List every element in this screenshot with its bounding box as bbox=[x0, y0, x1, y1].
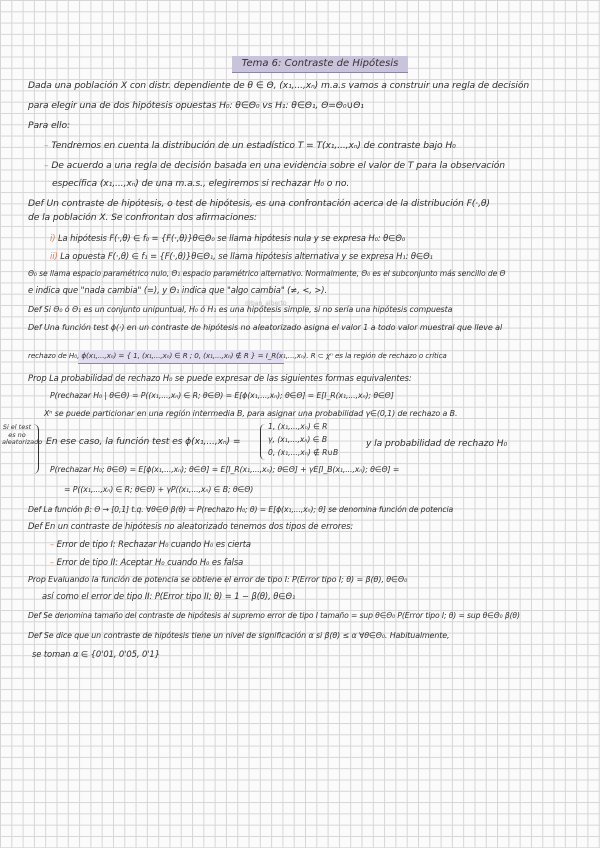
line-intro-2: para elegir una de dos hipótesis opuestas H₀: θ∈Θ₀ vs H₁: θ∈Θ₁, Θ=Θ₀∪Θ₁ bbox=[28, 100, 364, 111]
item-i-text: La hipótesis F(·,θ) ∈ f₀ = {F(·,θ)}θ∈Θ₀ se llama hipótesis nula y se expresa H₀: θ∈Θ₀ bbox=[57, 233, 406, 243]
bullet-dash: – bbox=[50, 557, 57, 567]
def-contraste: Def Un contraste de hipótesis, o test de hipótesis, es una confrontación acerca de la distribución F(·,θ) bbox=[28, 198, 490, 209]
line-espacios: Θ₀ se llama espacio paramétrico nulo, Θ₁ espacio paramétrico alternativo. Normalmente, Θ₀ es el subconjunto más sencillo de Θ bbox=[28, 269, 506, 278]
item-i-marker: i) bbox=[50, 233, 56, 243]
line-prob-rechazo: y la probabilidad de rechazo H₀ bbox=[366, 438, 508, 449]
error-tipo-2 bbox=[50, 556, 243, 568]
case-3: 0, (x₁,...,xₙ) ∉ R∪B bbox=[268, 448, 339, 457]
case-1: 1, (x₁,...,xₙ) ∈ R bbox=[268, 422, 328, 431]
prop-probabilidad: Prop La probabilidad de rechazo H₀ se puede expresar de las siguientes formas equivalentes: bbox=[28, 373, 412, 383]
bullet-dash: – bbox=[50, 539, 57, 549]
def-funcion-test: Def Una función test ϕ(·) en un contraste de hipótesis no aleatorizado asigna el valor 1 a todo valor muestral que lleve al bbox=[28, 323, 503, 332]
prop-potencia-errores: Prop Evaluando la función de potencia se obtiene el error de tipo I: P(Error tipo I; θ) = β(θ), θ∈Θ₀ bbox=[28, 575, 408, 584]
line-intro-1: Dada una población X con distr. dependiente de θ ∈ Θ, (x₁,...,xₙ) m.a.s vamos a construir una regla de decisión bbox=[28, 80, 530, 91]
line-funcion-test-aleatorizada: En ese caso, la función test es ϕ(x₁,...,xₙ) = bbox=[46, 436, 241, 447]
line-funcion-test-formula: rechazo de H₀, ϕ(x₁,...,xₙ) = { 1, (x₁,...,xₙ) ∈ R ; 0, (x₁,...,xₙ) ∉ R } = I_R(x₁,...,xₙ). R ⊂ χⁿ es la región de rechazo o crítica bbox=[28, 351, 447, 360]
line-espacios-cont: e indica que "nada cambia" (=), y Θ₁ indica que "algo cambia" (≠, <, >). bbox=[28, 285, 328, 295]
def-simple: Def Si Θ₀ ó Θ₁ es un conjunto unipuntual, H₀ ó H₁ es una hipótesis simple, si no sería una hipótesis compuesta bbox=[28, 305, 453, 314]
def-nivel-significacion: Def Se dice que un contraste de hipótesis tiene un nivel de significación α si β(θ) ≤ α ∀θ∈Θ₀. Habitualmente, bbox=[28, 631, 450, 640]
bullet-2-text: De acuerdo a una regla de decisión basada en una evidencia sobre el valor de T para la observación bbox=[51, 160, 506, 171]
def-nivel-significacion-cont: se toman α ∈ {0'01, 0'05, 0'1} bbox=[32, 649, 160, 659]
formula-prob-rechazo-2: = P((x₁,...,xₙ) ∈ R; θ∈Θ) + γP((x₁,...,xₙ) ∈ B; θ∈Θ) bbox=[64, 485, 254, 494]
item-ii bbox=[50, 250, 433, 262]
def-contraste-cont: de la población X. Se confrontan dos afirmaciones: bbox=[28, 212, 257, 223]
side-note: Si el test es no aleatorizado bbox=[2, 423, 43, 446]
item-ii-marker: ii) bbox=[50, 251, 58, 261]
bullet-2 bbox=[44, 160, 505, 172]
cases-brace bbox=[260, 424, 266, 460]
line-para-ello: Para ello: bbox=[28, 120, 70, 131]
case-2: γ, (x₁,...,xₙ) ∈ B bbox=[268, 435, 328, 444]
bullet-2-cont: específica (x₁,...,xₙ) de una m.a.s., elegiremos si rechazar H₀ o no. bbox=[52, 178, 350, 189]
def-tamano: Def Se denomina tamaño del contraste de hipótesis al supremo error de tipo I tamaño = sup θ∈Θ₀ P(Error tipo I; θ) = sup θ∈Θ₀ β(θ) bbox=[28, 611, 520, 620]
def-errores: Def En un contraste de hipótesis no aleatorizado tenemos dos tipos de errores: bbox=[28, 521, 354, 531]
error-tipo-2-text: Error de tipo II: Aceptar H₀ cuando H₀ es falsa bbox=[56, 557, 244, 567]
bullet-dash: – bbox=[44, 140, 52, 151]
error-tipo-1 bbox=[50, 538, 251, 550]
line-region-intermedia: Xⁿ se puede particionar en una región intermedia B, para asignar una probabilidad γ∈(0,1) de rechazo a B. bbox=[44, 409, 458, 418]
item-ii-text: La opuesta F(·,θ) ∈ f₁ = {F(·,θ)}θ∈Θ₁, se llama hipótesis alternativa y se expresa H₁: θ∈Θ₁ bbox=[60, 251, 433, 261]
page-title: Tema 6: Contraste de Hipótesis bbox=[232, 56, 408, 73]
bullet-dash: – bbox=[44, 160, 52, 171]
bullet-1-text: Tendremos en cuenta la distribución de un estadístico T = T(x₁,...,xₙ) de contraste bajo H₀ bbox=[51, 140, 456, 151]
side-brace bbox=[32, 424, 39, 474]
watermark: @ban_alberto bbox=[245, 300, 287, 307]
def-funcion-potencia: Def La función β: Θ → [0,1] t.q. ∀θ∈Θ β(θ) = P(rechazo H₀; θ) = E[ϕ(x₁,...,xₙ); θ] se denomina función de potencia bbox=[28, 505, 454, 514]
error-tipo-1-text: Error de tipo I: Rechazar H₀ cuando H₀ es cierta bbox=[56, 539, 251, 549]
formula-probabilidad: P(rechazar H₀ | θ∈Θ) = P((x₁,...,xₙ) ∈ R; θ∈Θ) = E[ϕ(x₁,...,xₙ); θ∈Θ] = E[I_R(x₁,...,xₙ); θ∈Θ] bbox=[50, 391, 394, 400]
bullet-1 bbox=[44, 140, 456, 152]
item-i bbox=[50, 232, 405, 244]
formula-prob-rechazo-1: P(rechazar H₀; θ∈Θ) = E[ϕ(x₁,...,xₙ); θ∈Θ] = E[I_R(x₁,...,xₙ); θ∈Θ] + γE[I_B(x₁,...,xₙ); θ∈Θ] = bbox=[50, 465, 400, 474]
prop-potencia-errores-cont: así como el error de tipo II: P(Error tipo II; θ) = 1 − β(θ), θ∈Θ₁ bbox=[42, 591, 296, 601]
